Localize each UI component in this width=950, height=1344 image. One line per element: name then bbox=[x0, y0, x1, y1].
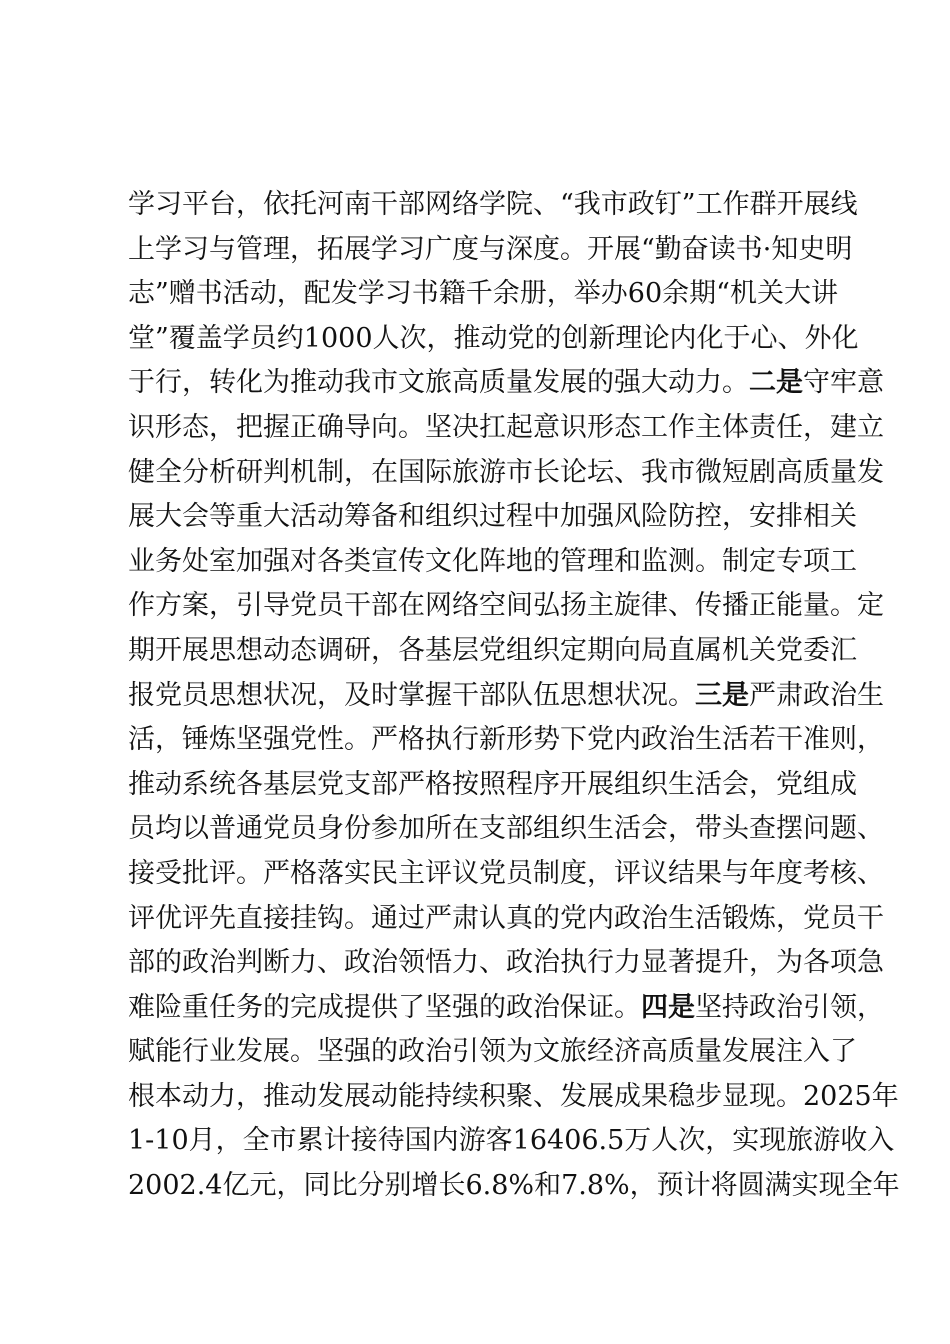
bold-lead-phrase: 二是 bbox=[749, 367, 803, 399]
text-line bbox=[128, 451, 884, 496]
text-line bbox=[128, 1164, 900, 1209]
text-line bbox=[128, 852, 884, 897]
text-line bbox=[128, 941, 884, 986]
text-segment: 上学习与管理，拓展学习广度与深度。开展“勤奋读书·知史明 bbox=[128, 233, 853, 265]
text-segment: 期开展思想动态调研，各基层党组织定期向局直属机关党委汇 bbox=[128, 634, 857, 666]
text-segment: 健全分析研判机制，在国际旅游市长论坛、我市微短剧高质量发 bbox=[128, 456, 884, 488]
text-segment: 识形态，把握正确导向。坚决扛起意识形态工作主体责任，建立 bbox=[128, 411, 884, 443]
text-segment: 难险重任务的完成提供了坚强的政治保证。 bbox=[128, 991, 641, 1023]
text-segment: 2002.4亿元，同比分别增长6.8%和7.8%，预计将圆满实现全年 bbox=[128, 1170, 900, 1202]
text-segment: 展大会等重大活动筹备和组织过程中加强风险防控，安排相关 bbox=[128, 501, 857, 533]
text-segment: 接受批评。严格落实民主评议党员制度，评议结果与年度考核、 bbox=[128, 857, 884, 889]
text-segment: 严肃政治生 bbox=[749, 679, 884, 711]
text-line bbox=[128, 228, 853, 273]
text-line bbox=[128, 183, 858, 228]
text-segment: 于行，转化为推动我市文旅高质量发展的强大动力。 bbox=[128, 367, 749, 399]
text-segment: 坚持政治引领， bbox=[695, 991, 884, 1023]
text-line bbox=[128, 986, 884, 1031]
text-segment: 部的政治判断力、政治领悟力、政治执行力显著提升，为各项急 bbox=[128, 947, 884, 979]
text-line bbox=[128, 807, 884, 852]
text-line bbox=[128, 674, 884, 719]
text-line bbox=[128, 406, 884, 451]
text-segment: 志”赠书活动，配发学习书籍千余册，举办60余期“机关大讲 bbox=[128, 278, 838, 310]
text-segment: 评优评先直接挂钩。通过严肃认真的党内政治生活锻炼，党员干 bbox=[128, 902, 884, 934]
text-line bbox=[128, 317, 859, 362]
bold-lead-phrase: 四是 bbox=[641, 991, 695, 1023]
text-line bbox=[128, 361, 884, 406]
text-line bbox=[128, 584, 884, 629]
text-line bbox=[128, 272, 838, 317]
text-segment: 推动系统各基层党支部严格按照程序开展组织生活会，党组成 bbox=[128, 768, 857, 800]
text-line bbox=[128, 1075, 899, 1120]
text-segment: 守牢意 bbox=[803, 367, 884, 399]
text-line bbox=[128, 763, 857, 808]
text-segment: 报党员思想状况，及时掌握干部队伍思想状况。 bbox=[128, 679, 695, 711]
text-segment: 赋能行业发展。坚强的政治引领为文旅经济高质量发展注入了 bbox=[128, 1036, 857, 1068]
text-segment: 作方案，引导党员干部在网络空间弘扬主旋律、传播正能量。定 bbox=[128, 590, 884, 622]
text-segment: 根本动力，推动发展动能持续积聚、发展成果稳步显现。2025年 bbox=[128, 1080, 899, 1112]
text-segment: 学习平台，依托河南干部网络学院、“我市政钉”工作群开展线 bbox=[128, 189, 858, 220]
document-body bbox=[128, 183, 900, 1209]
text-line bbox=[128, 1030, 857, 1075]
text-line bbox=[128, 495, 857, 540]
text-line bbox=[128, 897, 884, 942]
text-line bbox=[128, 629, 857, 674]
bold-lead-phrase: 三是 bbox=[695, 679, 749, 711]
text-segment: 1-10月，全市累计接待国内游客16406.5万人次，实现旅游收入 bbox=[128, 1125, 895, 1157]
text-segment: 业务处室加强对各类宣传文化阵地的管理和监测。制定专项工 bbox=[128, 545, 857, 577]
text-segment: 员均以普通党员身份参加所在支部组织生活会，带头查摆问题、 bbox=[128, 813, 884, 845]
text-line bbox=[128, 718, 884, 763]
text-line bbox=[128, 1119, 895, 1164]
text-line bbox=[128, 540, 857, 585]
text-segment: 活，锤炼坚强党性。严格执行新形势下党内政治生活若干准则， bbox=[128, 724, 884, 756]
text-segment: 堂”覆盖学员约1000人次，推动党的创新理论内化于心、外化 bbox=[128, 322, 859, 354]
